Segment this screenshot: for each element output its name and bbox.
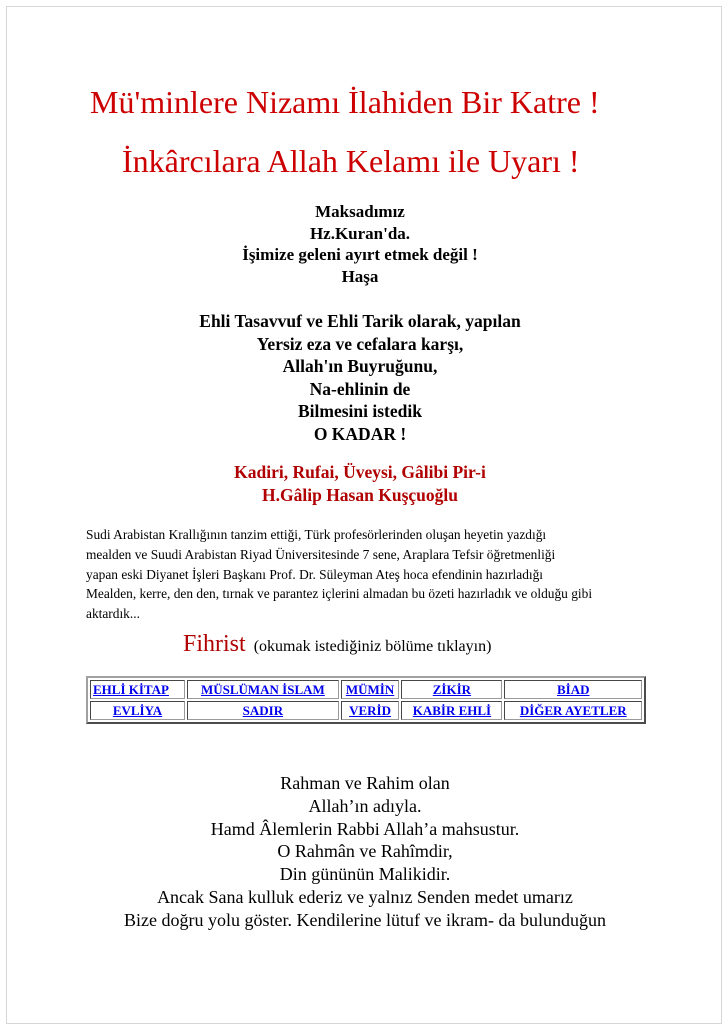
toc-link-kabir-ehli[interactable]: KABİR EHLİ [401,701,502,720]
verse-line: Bize doğru yolu göster. Kendilerine lütuf ve ikram- da bulunduğun [124,909,606,930]
fihrist-heading: Fihrist [183,631,246,657]
fihrist-heading-row [183,632,491,656]
intro-line: aktardık... [86,606,140,622]
main-title: Mü'minlere Nizamı İlahiden Bir Katre ! [90,84,600,120]
sufi-line: Bilmesini istedik [298,401,422,421]
toc-table [86,676,646,724]
author-line: Kadiri, Rufai, Üveysi, Gâlibi Pir-i [234,462,486,482]
intro-line: yapan eski Diyanet İşleri Başkanı Prof. Dr. Süleyman Ateş hoca efendinin hazırladığı [86,566,544,582]
fatiha-verses [80,772,650,932]
verse-line: Hamd Âlemlerin Rabbi Allah’a mahsustur. [210,818,520,839]
intro-paragraph [86,525,646,624]
intro-line: Sudi Arabistan Krallığının tanzim ettiği, Türk profesörlerinden oluşan heyetin yazdığı [86,527,547,542]
verse-line: O Rahmân ve Rahîmdir, [277,841,453,862]
purpose-block [80,201,640,287]
sufi-line: Na-ehlinin de [309,378,411,399]
verse-line: Allah’ın adıyla. [308,795,422,816]
toc-link-ehli-kitap[interactable]: EHLİ KİTAP [90,680,185,699]
purpose-line: Maksadımız [315,202,405,221]
toc-row [90,701,642,720]
verse-line: Ancak Sana kulluk ederiz ve yalnız Senden medet umarız [157,886,573,907]
toc-row [90,680,642,699]
purpose-line: Hz.Kuran'da. [309,223,411,243]
verse-line: Din gününün Malikidir. [279,864,451,885]
toc-link-mumin[interactable]: MÜMİN [341,680,400,699]
verse-line: Rahman ve Rahim olan [280,773,450,793]
author-name: H.Gâlip Hasan Kuşçuoğlu [262,485,458,505]
author-block [80,461,640,507]
toc-link-sadir[interactable]: SADIR [187,701,339,720]
fihrist-note: (okumak istediğiniz bölüme tıklayın) [253,638,492,655]
sufi-statement-block [80,310,640,445]
purpose-line: İşimize geleni ayırt etmek değil ! [242,245,478,264]
sufi-line: Yersiz eza ve cefalara karşı, [256,333,464,354]
toc-link-verid[interactable]: VERİD [341,701,400,720]
toc-link-musluman-islam[interactable]: MÜSLÜMAN İSLAM [187,680,339,699]
subtitle: İnkârcılara Allah Kelamı ile Uyarı ! [122,143,580,179]
toc-link-evliya[interactable]: EVLİYA [90,701,185,720]
toc-link-zikir[interactable]: ZİKİR [401,680,502,699]
sufi-line: Ehli Tasavvuf ve Ehli Tarik olarak, yapılan [199,311,521,331]
intro-line: Mealden, kerre, den den, tırnak ve parantez içlerini almadan bu özeti hazırladık ve olduğu gibi [86,586,593,602]
sufi-line: Allah'ın Buyruğunu, [282,356,438,376]
intro-line: mealden ve Suudi Arabistan Riyad Üniversitesinde 7 sene, Araplara Tefsir öğretmenliği [86,546,556,562]
toc-link-biad[interactable]: BİAD [504,680,642,699]
purpose-line: Haşa [341,266,379,286]
sufi-line: O KADAR ! [313,423,407,444]
toc-link-diger-ayetler[interactable]: DİĞER AYETLER [504,701,642,720]
